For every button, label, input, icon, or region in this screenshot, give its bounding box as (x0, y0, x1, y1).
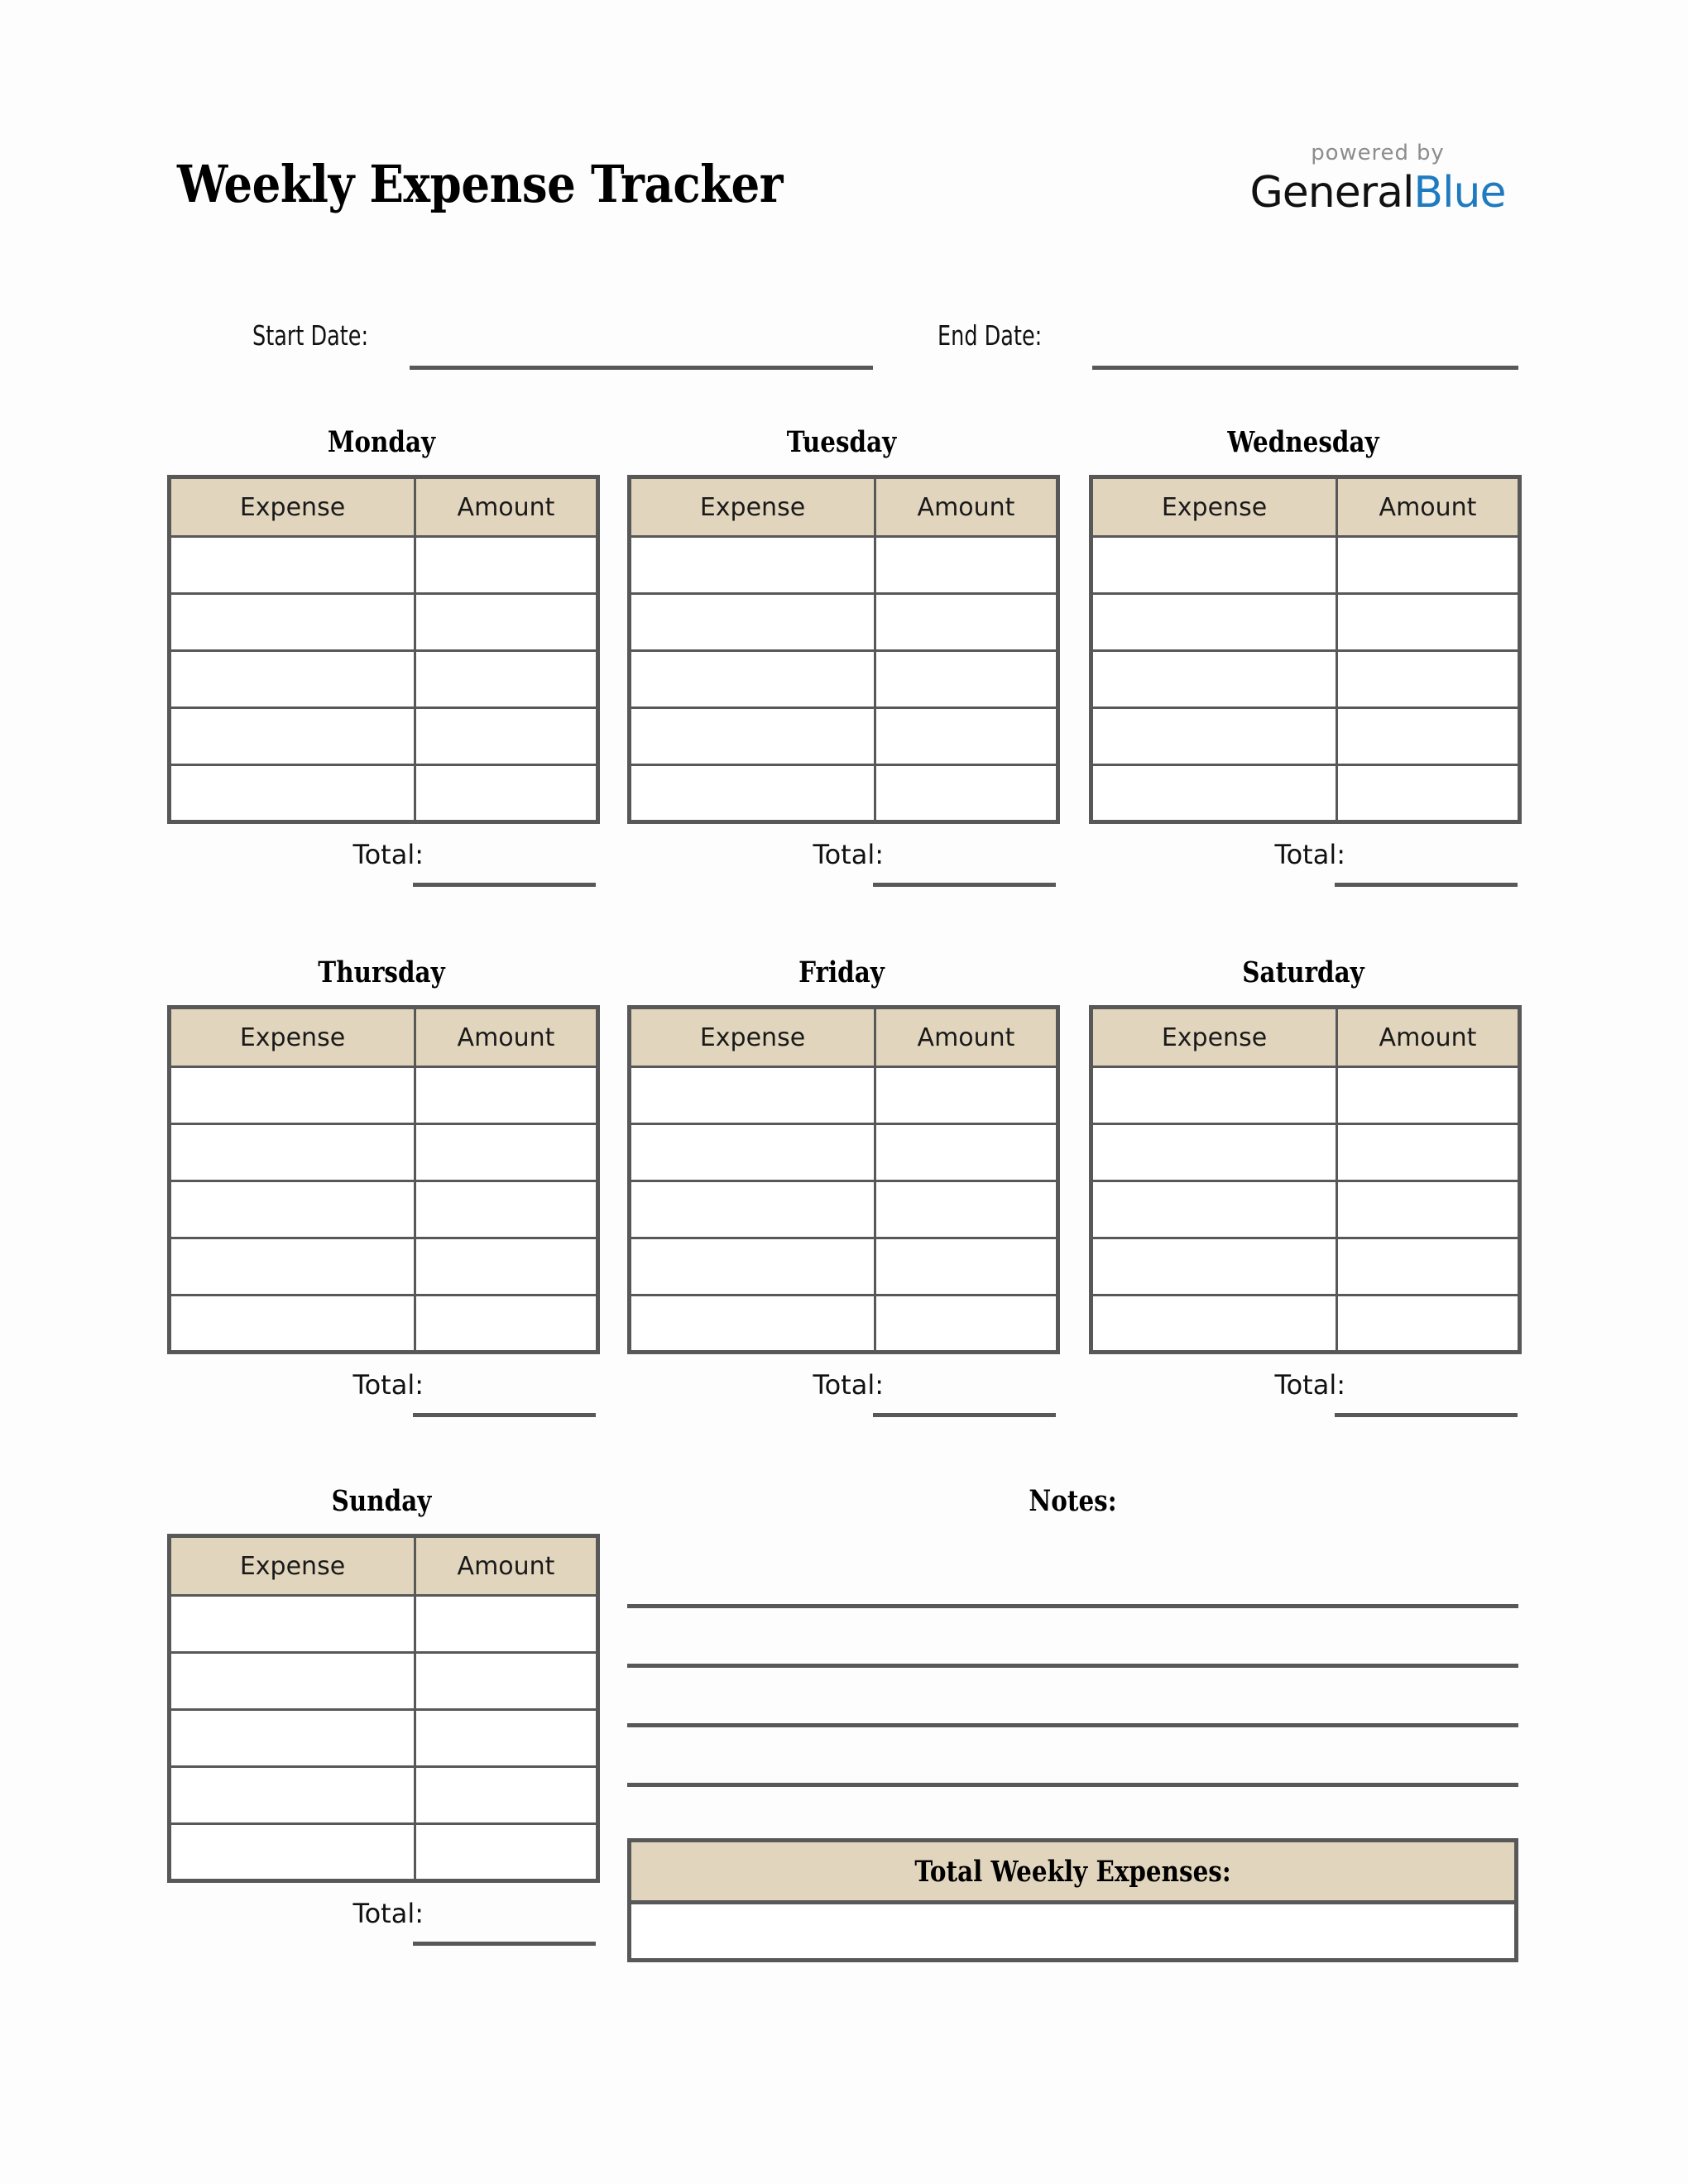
table-row (630, 1181, 1058, 1238)
table-row (630, 651, 1058, 708)
expense-cell[interactable] (170, 765, 415, 822)
expense-table-saturday (1089, 1005, 1522, 1354)
total-input-tuesday[interactable] (873, 883, 1056, 887)
table-header-row (1091, 1008, 1520, 1067)
total-weekly-input[interactable] (631, 1904, 1514, 1958)
table-row (630, 708, 1058, 765)
table-row (170, 1710, 598, 1767)
total-weekly-header (631, 1842, 1514, 1904)
expense-cell[interactable] (630, 651, 875, 708)
amount-cell[interactable] (415, 765, 598, 822)
column-header-amount: Amount (415, 1008, 598, 1067)
amount-cell[interactable] (1337, 594, 1520, 651)
day-block-wednesday (1089, 425, 1518, 885)
amount-cell[interactable] (415, 1238, 598, 1296)
table-row (170, 765, 598, 822)
total-weekly-label: Total Weekly Expenses: (914, 1854, 1231, 1889)
day-block-tuesday (627, 425, 1056, 885)
amount-cell[interactable] (415, 1710, 598, 1767)
table-row (170, 1824, 598, 1881)
expense-cell[interactable] (630, 1124, 875, 1181)
brand-wordmark (1237, 168, 1518, 218)
total-label-tuesday: Total: (813, 839, 884, 870)
expense-cell[interactable] (1091, 1067, 1337, 1124)
table-row (170, 1124, 598, 1181)
amount-cell[interactable] (415, 1824, 598, 1881)
expense-cell[interactable] (630, 1181, 875, 1238)
expense-cell[interactable] (630, 1238, 875, 1296)
table-header-row (1091, 477, 1520, 537)
expense-cell[interactable] (630, 1296, 875, 1353)
amount-cell[interactable] (415, 708, 598, 765)
expense-table-monday (167, 475, 600, 824)
total-label-wednesday: Total: (1274, 839, 1345, 870)
table-row (1091, 765, 1520, 822)
expense-cell[interactable] (170, 1067, 415, 1124)
notes-section (627, 1484, 1518, 1518)
amount-cell[interactable] (875, 651, 1058, 708)
table-row (630, 765, 1058, 822)
day-title-tuesday: Tuesday (786, 425, 897, 459)
column-header-amount: Amount (415, 1536, 598, 1596)
table-row (1091, 708, 1520, 765)
expense-cell[interactable] (630, 594, 875, 651)
note-line-gap (627, 1668, 1518, 1723)
table-row (170, 1596, 598, 1653)
column-header-amount: Amount (875, 1008, 1058, 1067)
total-weekly-expenses-box (627, 1838, 1518, 1962)
day-block-thursday (167, 958, 596, 1415)
page-title: Weekly Expense Tracker (177, 154, 784, 214)
table-row (170, 1238, 598, 1296)
table-row (1091, 1181, 1520, 1238)
total-label-sunday: Total: (352, 1898, 424, 1929)
column-header-amount: Amount (875, 477, 1058, 537)
table-row (170, 1296, 598, 1353)
amount-cell[interactable] (875, 594, 1058, 651)
table-row (1091, 1067, 1520, 1124)
amount-cell[interactable] (1337, 1067, 1520, 1124)
expense-cell[interactable] (1091, 708, 1337, 765)
column-header-expense: Expense (170, 1008, 415, 1067)
total-input-thursday[interactable] (413, 1413, 596, 1417)
amount-cell[interactable] (415, 1296, 598, 1353)
amount-cell[interactable] (415, 1067, 598, 1124)
amount-cell[interactable] (415, 537, 598, 594)
day-title-monday: Monday (327, 425, 436, 459)
table-row (170, 1181, 598, 1238)
expense-cell[interactable] (170, 1653, 415, 1710)
amount-cell[interactable] (875, 537, 1058, 594)
expense-cell[interactable] (170, 1296, 415, 1353)
expense-cell[interactable] (170, 651, 415, 708)
amount-cell[interactable] (415, 594, 598, 651)
amount-cell[interactable] (415, 1181, 598, 1238)
day-title-saturday: Saturday (1242, 956, 1364, 989)
expense-cell[interactable] (630, 537, 875, 594)
column-header-expense: Expense (630, 477, 875, 537)
expense-cell[interactable] (630, 1067, 875, 1124)
day-block-monday (167, 425, 596, 885)
day-block-sunday (167, 1484, 596, 1944)
end-date-label: End Date: (938, 319, 1043, 352)
table-row (170, 1767, 598, 1824)
amount-cell[interactable] (875, 765, 1058, 822)
column-header-amount: Amount (415, 477, 598, 537)
expense-cell[interactable] (1091, 537, 1337, 594)
amount-cell[interactable] (875, 708, 1058, 765)
column-header-expense: Expense (170, 1536, 415, 1596)
date-range-row (0, 319, 1688, 369)
end-date-input[interactable] (1092, 366, 1518, 370)
expense-cell[interactable] (170, 1767, 415, 1824)
expense-cell[interactable] (170, 1824, 415, 1881)
amount-cell[interactable] (415, 1653, 598, 1710)
total-input-monday[interactable] (413, 883, 596, 887)
expense-cell[interactable] (170, 708, 415, 765)
expense-table-wednesday (1089, 475, 1522, 824)
table-row (1091, 1124, 1520, 1181)
day-total-row-monday (167, 824, 596, 885)
table-row (630, 1296, 1058, 1353)
expense-cell[interactable] (1091, 1296, 1337, 1353)
day-total-row-friday (627, 1354, 1056, 1415)
expense-cell[interactable] (170, 594, 415, 651)
start-date-label: Start Date: (252, 319, 369, 352)
amount-cell[interactable] (875, 1067, 1058, 1124)
table-row (170, 1653, 598, 1710)
notes-lines (627, 1604, 1518, 1787)
expense-cell[interactable] (170, 1710, 415, 1767)
total-input-sunday[interactable] (413, 1942, 596, 1946)
expense-table-sunday (167, 1534, 600, 1883)
amount-cell[interactable] (415, 1124, 598, 1181)
table-row (1091, 537, 1520, 594)
total-label-thursday: Total: (352, 1369, 424, 1401)
expense-cell[interactable] (170, 1596, 415, 1653)
table-row (630, 1124, 1058, 1181)
day-block-friday (627, 958, 1056, 1415)
day-title-friday: Friday (798, 956, 885, 989)
day-title-sunday: Sunday (331, 1484, 432, 1518)
expense-cell[interactable] (1091, 651, 1337, 708)
table-row (1091, 1296, 1520, 1353)
brand-general-text: General (1249, 168, 1414, 218)
expense-cell[interactable] (1091, 1238, 1337, 1296)
table-header-row (630, 477, 1058, 537)
column-header-expense: Expense (170, 477, 415, 537)
column-header-amount: Amount (1337, 477, 1520, 537)
expense-table-tuesday (627, 475, 1060, 824)
table-row (630, 1238, 1058, 1296)
expense-cell[interactable] (630, 765, 875, 822)
table-row (630, 1067, 1058, 1124)
expense-table-thursday (167, 1005, 600, 1354)
expense-cell[interactable] (630, 708, 875, 765)
table-header-row (170, 1536, 598, 1596)
brand-blue-text: Blue (1413, 168, 1506, 218)
generalblue-logo (1237, 141, 1518, 218)
table-row (170, 594, 598, 651)
day-total-row-wednesday (1089, 824, 1518, 885)
powered-by-label: powered by (1311, 141, 1445, 165)
expense-cell[interactable] (1091, 594, 1337, 651)
amount-cell[interactable] (1337, 708, 1520, 765)
table-row (170, 537, 598, 594)
total-input-saturday[interactable] (1335, 1413, 1518, 1417)
day-total-row-sunday (167, 1883, 596, 1944)
day-title-wednesday: Wednesday (1227, 425, 1379, 459)
amount-cell[interactable] (875, 1181, 1058, 1238)
amount-cell[interactable] (1337, 765, 1520, 822)
table-header-row (170, 477, 598, 537)
amount-cell[interactable] (415, 651, 598, 708)
table-row (1091, 1238, 1520, 1296)
amount-cell[interactable] (875, 1124, 1058, 1181)
amount-cell[interactable] (875, 1296, 1058, 1353)
total-input-friday[interactable] (873, 1413, 1056, 1417)
expense-cell[interactable] (170, 537, 415, 594)
expense-table-friday (627, 1005, 1060, 1354)
amount-cell[interactable] (1337, 537, 1520, 594)
day-total-row-tuesday (627, 824, 1056, 885)
amount-cell[interactable] (415, 1596, 598, 1653)
amount-cell[interactable] (1337, 651, 1520, 708)
table-row (630, 537, 1058, 594)
note-line-gap (627, 1727, 1518, 1783)
table-row (170, 651, 598, 708)
amount-cell[interactable] (1337, 1296, 1520, 1353)
notes-title: Notes: (1029, 1484, 1117, 1518)
table-row (170, 1067, 598, 1124)
total-label-monday: Total: (352, 839, 424, 870)
note-line-gap (627, 1608, 1518, 1664)
table-row (630, 594, 1058, 651)
amount-cell[interactable] (415, 1767, 598, 1824)
column-header-expense: Expense (1091, 1008, 1337, 1067)
expense-cell[interactable] (170, 1124, 415, 1181)
column-header-expense: Expense (1091, 477, 1337, 537)
table-row (1091, 594, 1520, 651)
amount-cell[interactable] (875, 1238, 1058, 1296)
expense-cell[interactable] (1091, 1124, 1337, 1181)
note-line[interactable] (627, 1783, 1518, 1787)
day-total-row-saturday (1089, 1354, 1518, 1415)
day-title-thursday: Thursday (318, 956, 445, 989)
expense-cell[interactable] (1091, 1181, 1337, 1238)
amount-cell[interactable] (1337, 1124, 1520, 1181)
column-header-expense: Expense (630, 1008, 875, 1067)
table-header-row (630, 1008, 1058, 1067)
amount-cell[interactable] (1337, 1238, 1520, 1296)
table-header-row (170, 1008, 598, 1067)
day-total-row-thursday (167, 1354, 596, 1415)
expense-cell[interactable] (170, 1238, 415, 1296)
day-block-saturday (1089, 958, 1518, 1415)
total-label-saturday: Total: (1274, 1369, 1345, 1401)
expense-cell[interactable] (1091, 765, 1337, 822)
total-label-friday: Total: (813, 1369, 884, 1401)
amount-cell[interactable] (1337, 1181, 1520, 1238)
total-input-wednesday[interactable] (1335, 883, 1518, 887)
table-row (1091, 651, 1520, 708)
start-date-input[interactable] (410, 366, 873, 370)
expense-cell[interactable] (170, 1181, 415, 1238)
column-header-amount: Amount (1337, 1008, 1520, 1067)
table-row (170, 708, 598, 765)
